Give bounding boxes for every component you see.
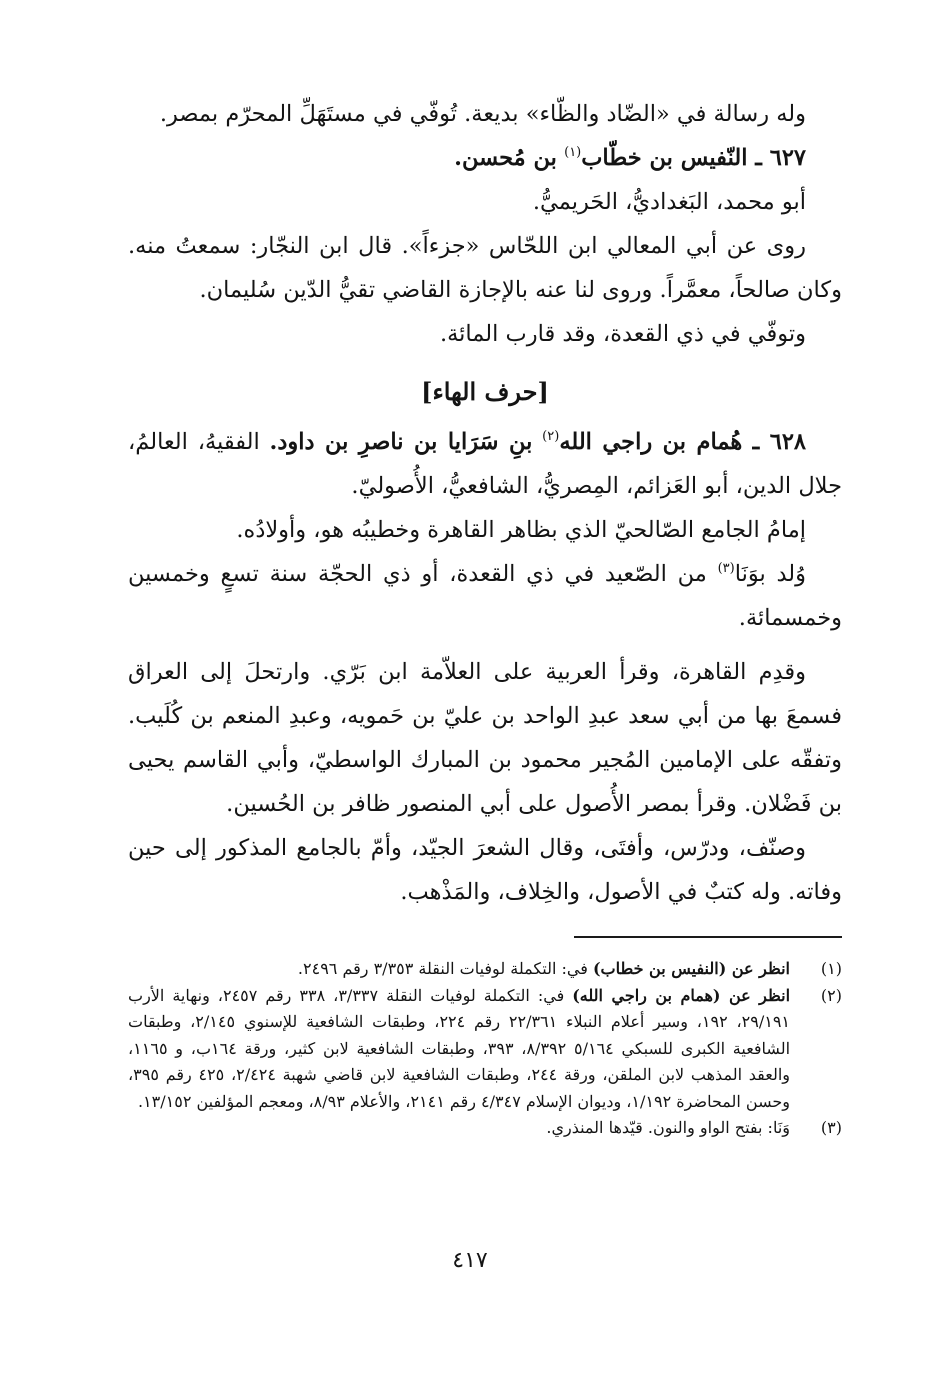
- footnote-subject: انظر عن (النفيس بن خطاب): [592, 959, 790, 978]
- paragraph-10: وصنّف، ودرّس، وأفتَى، وقال الشعرَ الجيّد، وأمّ بالجامع المذكور إلى حين وفاته. وله كتبٌ في الأصول، والخِلاف، والمَذْهب.: [128, 835, 842, 905]
- footnote-number: (٢): [820, 985, 842, 1005]
- paragraph-9: وقدِم القاهرة، وقرأ العربية على العلاّمة ابن بَرّي. وارتحلَ إلى العراق فسمعَ بها من أبي سعد عبدِ الواحد بن عليّ بن حَمويه، وعبدِ المنعم بن كُلَيب. وتفقّه على الإمامين المُجير محمود بن المبارك الواسطيّ، وأبي القاسم يحيى بن فَضْلان. وقرأ بمصر الأُصول على أبي المنصور ظافر بن الحُسين.: [128, 659, 842, 817]
- entry-628-heading: [128, 420, 842, 508]
- footnote-text: [128, 1115, 790, 1142]
- footnotes: [128, 956, 842, 1142]
- footnote-2: [128, 983, 842, 1116]
- paragraph-5: وتوفّي في ذي القعدة، وقد قارب المائة.: [439, 321, 806, 347]
- footnote-subject: انظر عن (همام بن راجي الله): [572, 985, 791, 1005]
- main-text: [128, 92, 842, 914]
- entry-628-title: ٦٢٨ ـ هُمام بن راجي الله: [559, 429, 807, 455]
- paragraph-8-start: وُلد بوَنَا: [734, 561, 807, 587]
- footnote-body: في: التكملة لوفيات النقلة ٣/٣٣٧، ٣٣٨ رقم ٢٤٥٧، ونهاية الأرب ٢٩/١٩١، ١٩٢، وسير أعلام النبلاء ٢٢/٣٦١ رقم ٢٢٤، وطبقات الشافعية للإسنوي ٢/١٤٥، وطبقات الشافعية الكبرى للسبكي ٥/١٦٤ ٨/٣٩٢، ٣٩٣، وطبقات الشافعية لابن كثير، ورقة ١٦٤ب، و ١١٦٥، والعقد المذهب لابن الملقن، ورقة ٢٤٤، وطبقات الشافعية لابن قاضي شهبة ٢/٤٢٤، ٤٢٥ رقم ٣٩٥، وحسن المحاضرة ١/١٩٢، وديوان الإسلام ٤/٣٤٧ رقم ٢١٤١، والأعلام ٨/٩٣، ومعجم المؤلفين ١٣/١٥٢.: [128, 985, 791, 1111]
- footnote-divider: [574, 936, 842, 938]
- footnote-ref-1[interactable]: (١): [564, 145, 582, 160]
- footnote-text: [128, 983, 790, 1116]
- page-number: ٤١٧: [452, 1248, 488, 1273]
- section-heading: [حرف الهاء]: [421, 377, 549, 406]
- footnote-ref-3[interactable]: (٣): [717, 561, 735, 576]
- entry-627-heading: [128, 136, 842, 180]
- entry-628-title-end: بنِ سَرَايا بن ناصرِ بن داود.: [269, 429, 533, 455]
- entry-627-title-end: بن مُحسن.: [454, 145, 557, 171]
- footnote-number: (١): [820, 959, 842, 978]
- footnote-1: [128, 956, 842, 983]
- paragraph-1: وله رسالة في «الضّاد والظّاء» بديعة. تُوفّي في مستَهَلِّ المحرّم بمصر.: [159, 101, 806, 127]
- footnote-number: (٣): [820, 1118, 842, 1137]
- footnote-body: وَنَا: بفتح الواو والنون. قيّدها المنذري.: [546, 1118, 790, 1137]
- paragraph-7: إمامُ الجامع الصّالحيّ الذي بظاهر القاهرة وخطيبُه هو، وأولادُه.: [236, 517, 806, 543]
- footnote-ref-2[interactable]: (٢): [542, 429, 560, 444]
- paragraph-4: روى عن أبي المعالي ابن اللحّاس «جزءاً». قال ابن النجّار: سمعتُ منه. وكان صالحاً، معمَّراً. وروى لنا عنه بالإجازة القاضي تقيُّ الدّين سُليمان.: [128, 233, 842, 303]
- entry-628-rest: الفقيهُ، العالمُ، جلال الدين، أبو العَزائم، المِصريُّ، الشافعيُّ، الأُصوليّ.: [128, 429, 842, 499]
- footnote-text: [128, 956, 790, 983]
- paragraph-8-end: من الصّعيد في ذي القعدة، أو ذي الحجّة سنة تسعٍ وخمسين وخمسمائة.: [128, 561, 842, 631]
- paragraph-8: [128, 552, 842, 640]
- entry-627-title: ٦٢٧ ـ النّفيس بن خطّاب: [581, 145, 806, 171]
- footnote-body: في: التكملة لوفيات النقلة ٣/٣٥٣ رقم ٢٤٩٦.: [297, 959, 588, 978]
- paragraph-3: أبو محمد، البَغداديُّ، الحَريميُّ.: [532, 189, 806, 215]
- footnote-3: [128, 1115, 842, 1142]
